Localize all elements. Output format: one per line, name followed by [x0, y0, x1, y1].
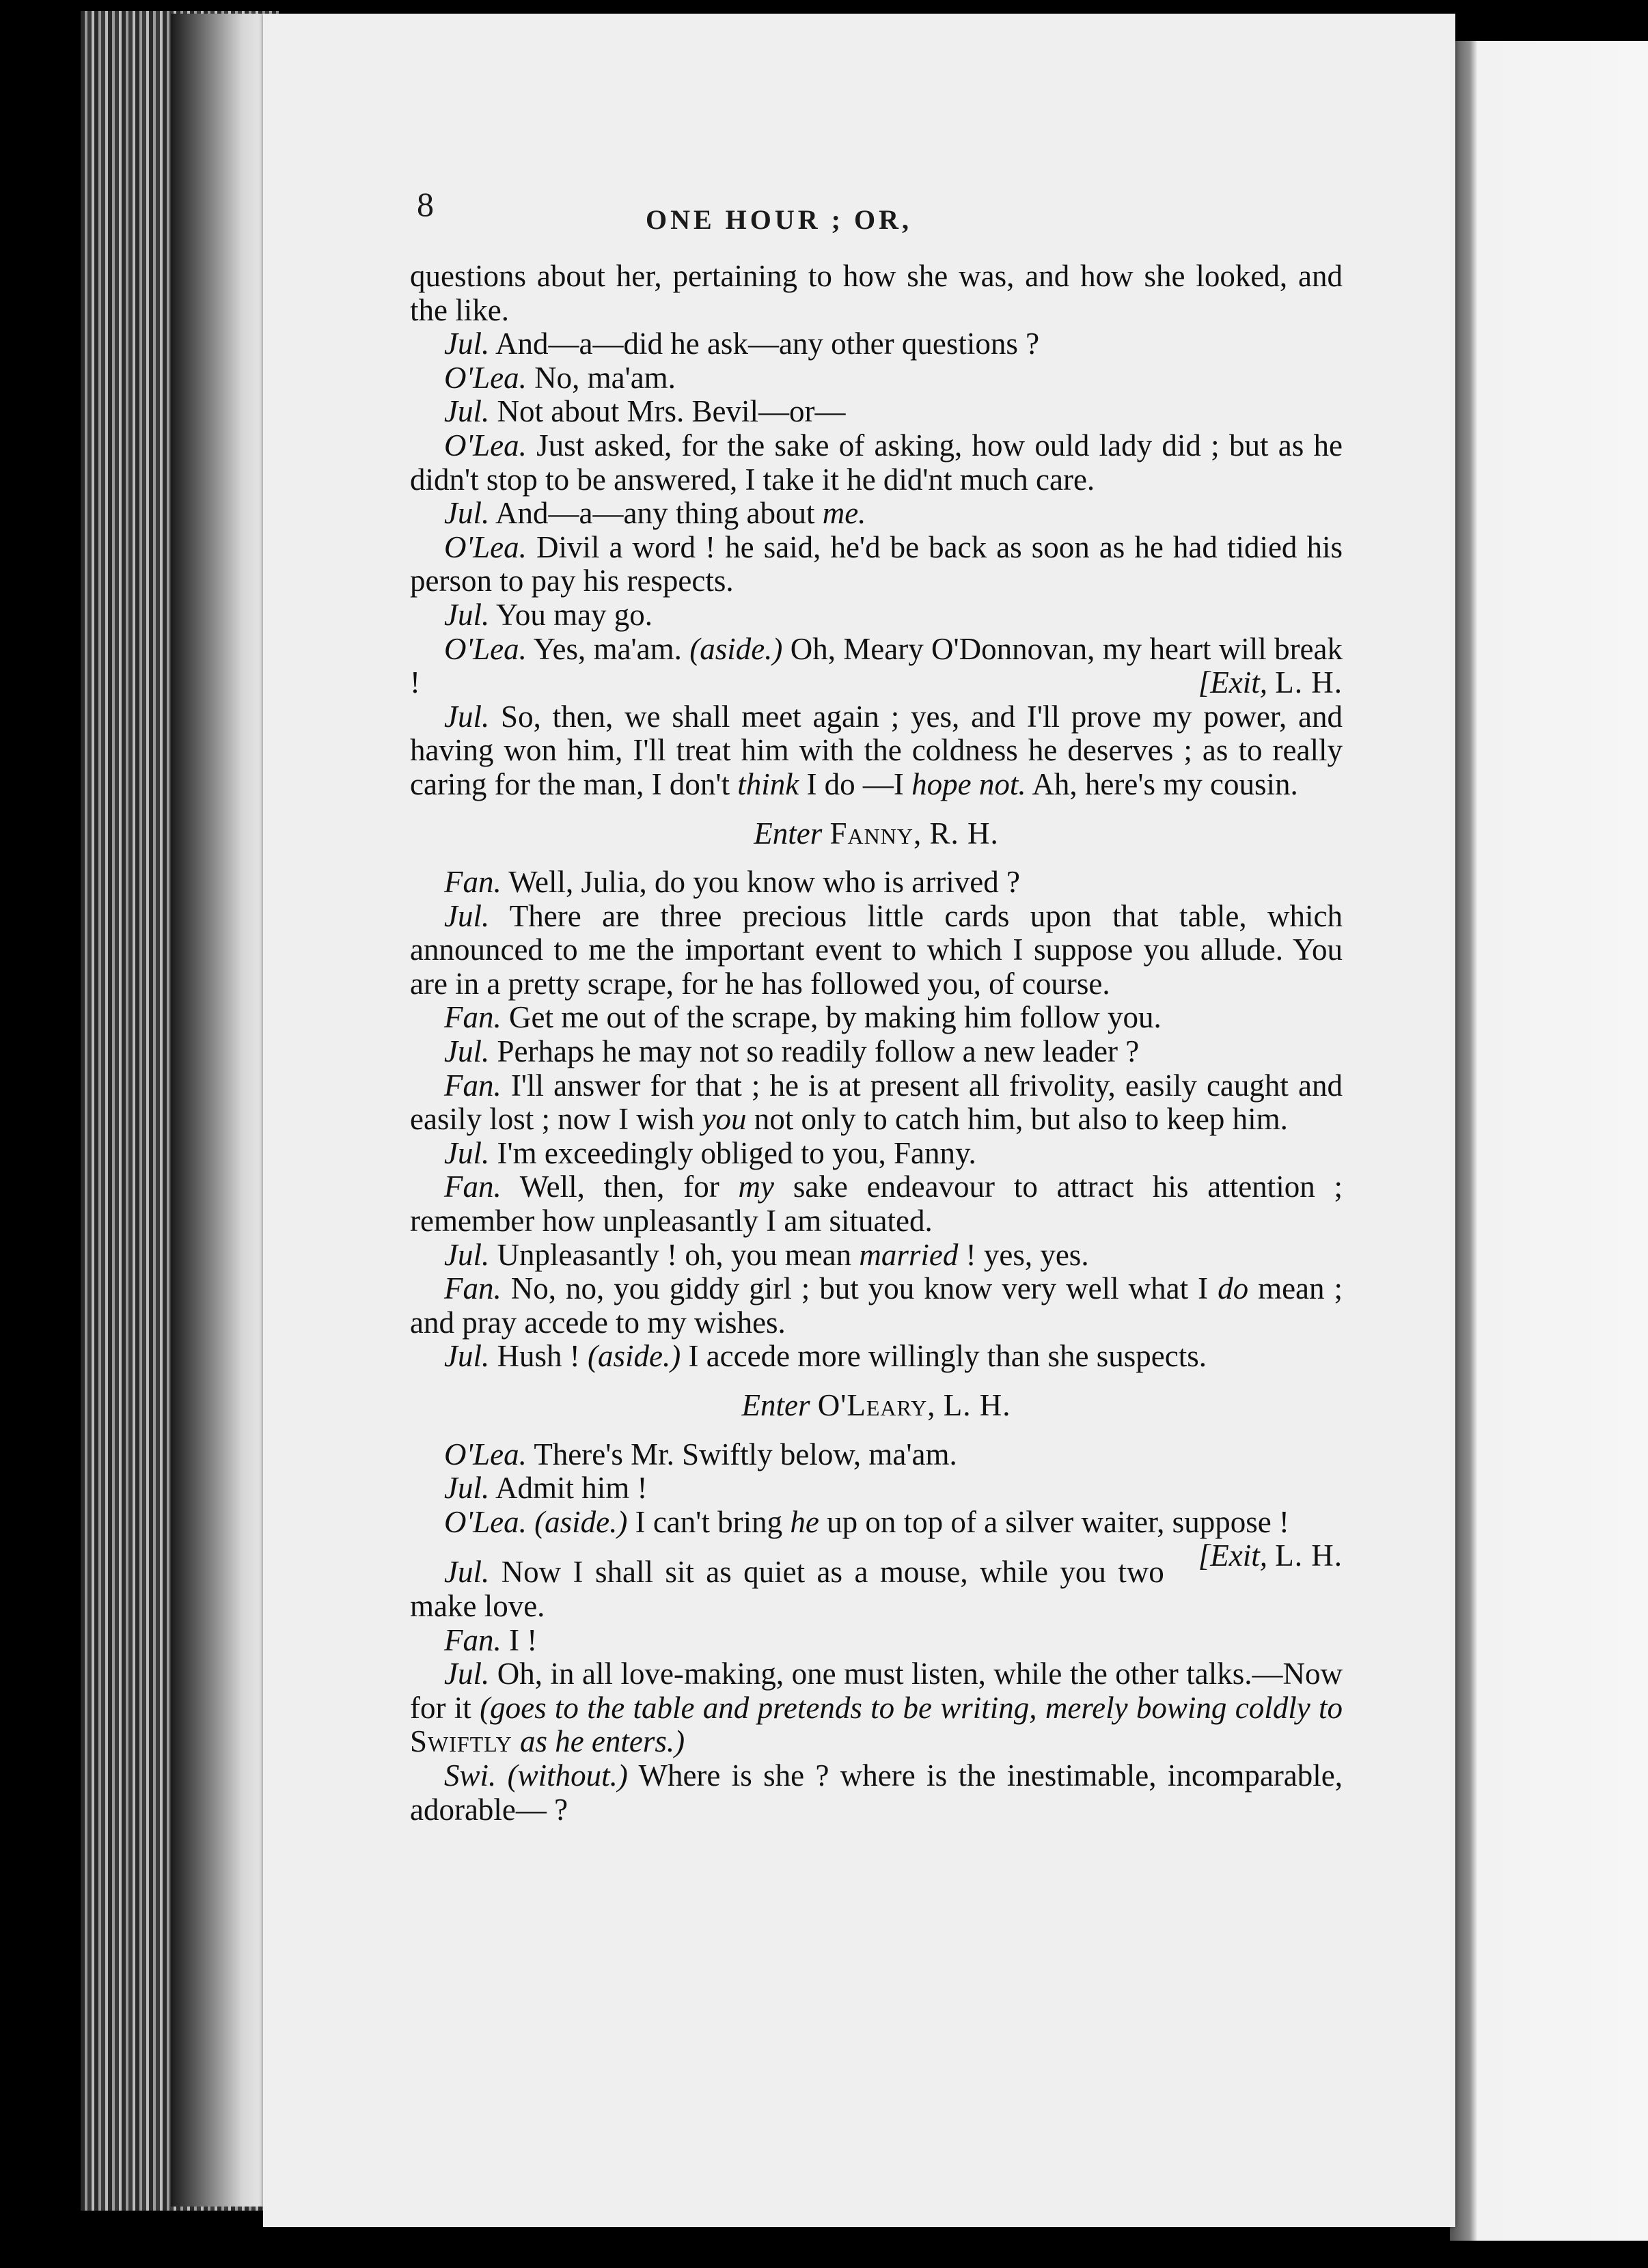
page-body-text: [410, 260, 1343, 1827]
dialogue-line: O'Lea. (aside.) I can't bring he up on top of a silver waiter, suppose ! [Exit, L. H.: [444, 1504, 1343, 1573]
dialogue-line: Jul. Not about Mrs. Bevil—or—: [444, 394, 846, 429]
dialogue-line: Fan. No, no, you giddy girl ; but you know very well what I do mean ; and pray accede to my wishes.: [410, 1271, 1343, 1340]
dialogue-line: Fan. Well, then, for my sake endeavour to attract his attention ; remember how unpleasantly I am situated.: [410, 1170, 1343, 1239]
dialogue-line: Jul. Hush ! (aside.) I accede more willingly than she suspects.: [444, 1339, 1207, 1374]
dialogue-line: Jul. There are three precious little cards upon that table, which announced to me the important event to which I suppose you allude. You are in a pretty scrape, for he has followed you, of course.: [410, 898, 1343, 1001]
dialogue-line: Jul. Oh, in all love-making, one must listen, while the other talks.—Now for it (goes to the table and pretends to be writing, merely bowing coldly to Swiftly as he enters.): [410, 1657, 1343, 1759]
dialogue-line: O'Lea. Just asked, for the sake of asking, how ould lady did ; but as he didn't stop to be answered, I take it he did'nt much care.: [410, 428, 1343, 497]
dialogue-line: O'Lea. Divil a word ! he said, he'd be back as soon as he had tidied his person to pay his respects.: [410, 529, 1343, 598]
dialogue-line: Jul. Now I shall sit as quiet as a mouse, while you two make love.: [410, 1555, 1164, 1623]
dialogue-line: O'Lea. Yes, ma'am. (aside.) Oh, Meary O'Donnovan, my heart will break ! [Exit, L. H.: [410, 631, 1343, 700]
dialogue-line: O'Lea. No, ma'am.: [444, 360, 676, 395]
stage-direction: Enter Fanny, R. H.: [754, 816, 999, 850]
book-page: [263, 14, 1455, 2227]
dialogue-line: Jul. Perhaps he may not so readily follow a new leader ?: [444, 1034, 1140, 1069]
page-header: [417, 184, 1339, 239]
dialogue-line: Fan. Well, Julia, do you know who is arrived ?: [444, 865, 1020, 900]
page-number: 8: [417, 185, 434, 223]
dialogue-line: Jul. So, then, we shall meet again ; yes, and I'll prove my power, and having won him, I'll treat him with the coldness he deserves ; as to really caring for the man, I don't think I do —I hope not. Ah, here's my cousin.: [410, 699, 1343, 801]
dialogue-line: Fan. Get me out of the scrape, by making him follow you.: [444, 1000, 1162, 1035]
dialogue-line: Jul. I'm exceedingly obliged to you, Fanny.: [444, 1135, 976, 1170]
stage-direction: Enter O'Leary, L. H.: [741, 1388, 1011, 1422]
book-binding-shadow: [171, 14, 273, 2207]
running-title: ONE HOUR ; OR,: [646, 204, 912, 235]
facing-page-edge: [1450, 41, 1648, 2241]
dialogue-line: Fan. I'll answer for that ; he is at present all frivolity, easily caught and easily lost ; now I wish you not only to catch him, but also to keep him.: [410, 1068, 1343, 1137]
dialogue-line: Jul. And—a—any thing about me.: [444, 496, 866, 531]
dialogue-line: Jul. Admit him !: [444, 1471, 648, 1506]
dialogue-line: Jul. Unpleasantly ! oh, you mean married ! yes, yes.: [444, 1237, 1089, 1272]
dialogue-line: O'Lea. There's Mr. Swiftly below, ma'am.: [444, 1437, 957, 1471]
dialogue-line: Jul. You may go.: [444, 597, 653, 632]
text-line: questions about her, pertaining to how she was, and how she looked, and the like.: [410, 259, 1343, 327]
dialogue-line: Fan. I !: [444, 1622, 538, 1657]
dialogue-line: Swi. (without.) Where is she ? where is the inestimable, incomparable, adorable— ?: [410, 1758, 1343, 1827]
dialogue-line: Jul. And—a—did he ask—any other questions ?: [444, 327, 1040, 361]
